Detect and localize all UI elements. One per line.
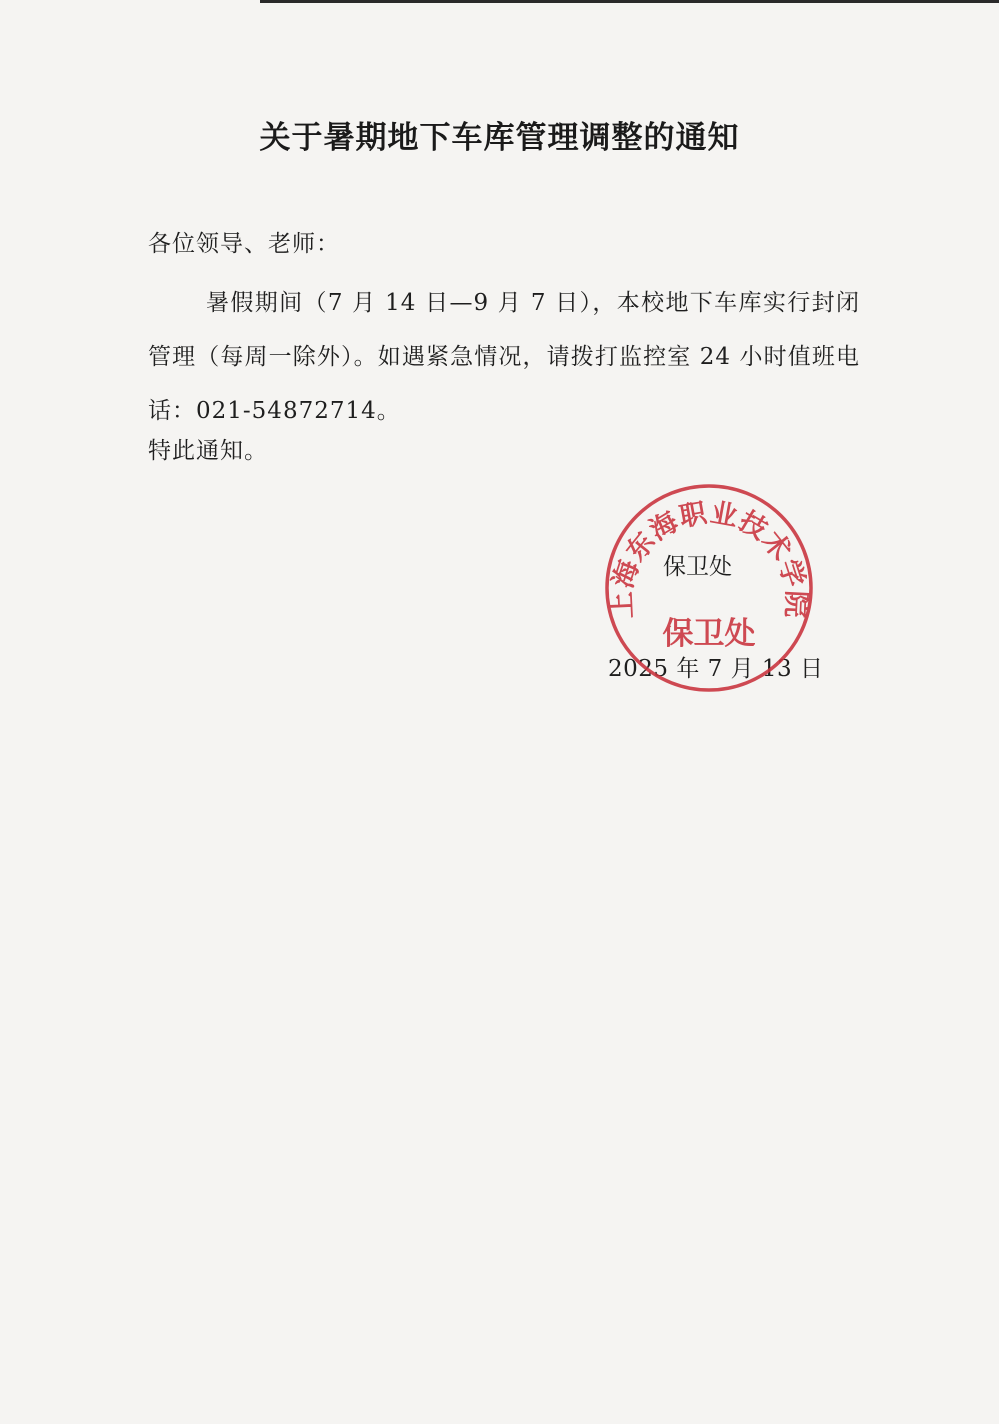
svg-text:上海东海职业技术学院: 上海东海职业技术学院	[606, 497, 812, 620]
notice-body: 暑假期间（7 月 14 日—9 月 7 日），本校地下车库实行封闭管理（每周一除外）。如遇紧急情况，请拨打监控室 24 小时值班电话：021-54872714。	[148, 290, 860, 424]
official-seal-stamp	[603, 482, 815, 694]
closing-line: 特此通知。	[148, 438, 268, 464]
notice-title: 关于暑期地下车库管理调整的通知	[259, 120, 740, 156]
svg-text:保卫处: 保卫处	[662, 616, 756, 652]
top-edge-rule	[260, 0, 999, 3]
signature-date: 2025 年 7 月 13 日	[608, 656, 824, 682]
salutation: 各位领导、老师：	[148, 231, 340, 257]
signing-department: 保卫处	[663, 554, 732, 580]
